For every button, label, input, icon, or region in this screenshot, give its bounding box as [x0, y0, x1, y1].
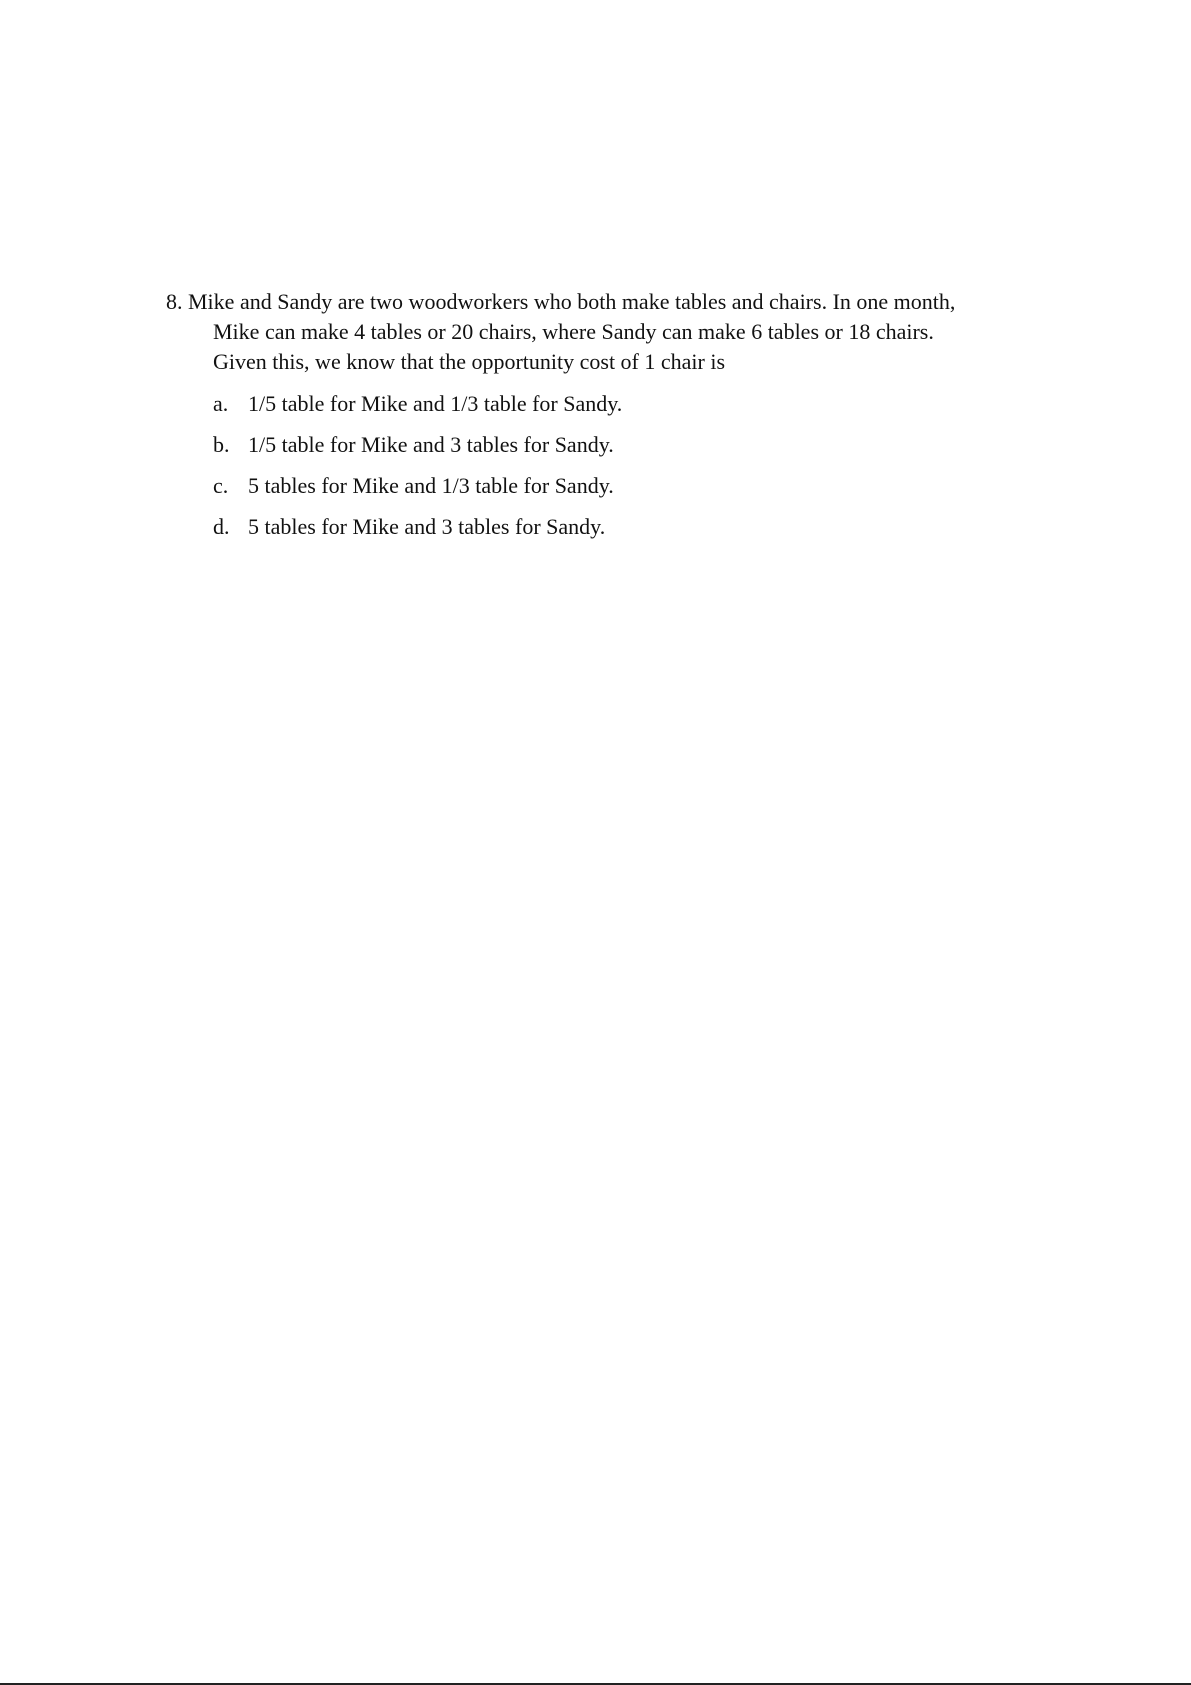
choice-text: 5 tables for Mike and 3 tables for Sandy.	[248, 514, 606, 539]
question-line-1	[166, 287, 1066, 317]
choice-d	[213, 516, 622, 557]
question-text-line-2: Mike can make 4 tables or 20 chairs, where Sandy can make 6 tables or 18 chairs.	[213, 319, 934, 344]
question-text-line-1: Mike and Sandy are two woodworkers who both make tables and chairs. In one month,	[188, 289, 956, 314]
choice-text: 1/5 table for Mike and 3 tables for Sandy.	[248, 432, 614, 457]
choice-c	[213, 475, 622, 516]
choice-text: 1/5 table for Mike and 1/3 table for Sandy.	[248, 391, 623, 416]
choice-b	[213, 434, 622, 475]
question-8	[166, 287, 1066, 377]
choice-letter: d.	[213, 514, 230, 539]
choice-letter: c.	[213, 473, 229, 498]
choice-letter: b.	[213, 432, 230, 457]
question-number: 8.	[166, 289, 183, 314]
choice-text: 5 tables for Mike and 1/3 table for Sandy.	[248, 473, 614, 498]
question-text-line-3: Given this, we know that the opportunity cost of 1 chair is	[213, 349, 726, 374]
choice-a	[213, 393, 622, 434]
answer-choices	[213, 393, 622, 557]
choice-letter: a.	[213, 391, 229, 416]
